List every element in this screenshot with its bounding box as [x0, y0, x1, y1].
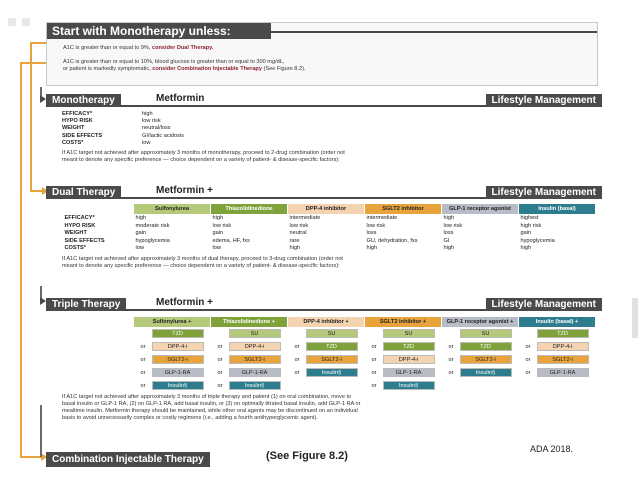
dual-therapy-row — [63, 230, 596, 238]
monotherapy-title: Monotherapy — [46, 94, 121, 107]
triple-therapy-table — [62, 316, 596, 393]
dual-therapy-title: Dual Therapy — [46, 186, 121, 199]
triple-therapy-option-row — [63, 367, 596, 380]
dual-therapy-cell: high — [443, 245, 455, 252]
dual-therapy-cell: edema, HF, fxs — [212, 237, 250, 244]
dual-therapy-cell: loss — [366, 230, 377, 237]
triple-therapy-option-cell — [442, 328, 519, 341]
dual-therapy-cell: intermediate — [289, 215, 321, 221]
triple-therapy-option-cell — [288, 341, 365, 354]
dual-therapy-cell: GI — [443, 237, 450, 244]
triple-therapy-title: Triple Therapy — [46, 298, 126, 311]
therapy-option-pill: SU — [229, 329, 281, 338]
combination-injectable-title: Combination Injectable Therapy — [46, 452, 210, 467]
or-label: or — [140, 357, 146, 364]
or-label: or — [217, 357, 223, 364]
dual-therapy-cell: high — [366, 245, 378, 252]
dual-therapy-row-key: HYPO RISK — [64, 222, 96, 229]
triple-therapy-row-lead — [63, 341, 134, 354]
triple-therapy-option-cell — [288, 328, 365, 341]
triple-therapy-drug: Metformin + — [156, 297, 213, 308]
triple-therapy-row-lead — [63, 328, 134, 341]
therapy-option-pill: SU — [383, 329, 435, 338]
dual-therapy-cell: high — [443, 215, 455, 221]
dual-therapy-cell: GU, dehydration, fxs — [366, 237, 418, 244]
monotherapy-row — [62, 118, 188, 125]
dual-therapy-cell: hypoglycemia — [520, 237, 555, 244]
triple-therapy-section — [46, 298, 598, 422]
start-title: Start with Monotherapy unless: — [47, 23, 271, 39]
dual-therapy-cell: high — [520, 245, 532, 252]
therapy-option-pill: SGLT2-i — [537, 355, 589, 364]
start-head-rule — [271, 31, 597, 33]
flow-line-gray-3 — [40, 405, 42, 457]
dual-therapy-header — [46, 186, 598, 199]
dual-therapy-cell: gain — [212, 230, 224, 237]
therapy-option-pill: Insulin§ — [306, 368, 358, 377]
therapy-option-pill: DPP-4-i — [152, 342, 204, 351]
triple-therapy-option-cell — [211, 380, 288, 393]
dual-therapy-cell: moderate risk — [135, 222, 170, 229]
triple-therapy-option-cell — [134, 380, 211, 393]
dual-therapy-cell: gain — [135, 230, 147, 237]
dual-therapy-col-header: GLP-1 receptor agonist — [442, 204, 519, 215]
monotherapy-attributes — [62, 111, 188, 147]
dual-therapy-cell: gain — [520, 230, 532, 237]
therapy-option-pill: GLP-1-RA — [152, 368, 204, 377]
triple-therapy-option-cell — [211, 341, 288, 354]
dual-therapy-col-header: Sulfonylurea — [134, 204, 211, 215]
flow-line-orange-2 — [20, 62, 22, 457]
dual-therapy-cell: rare — [289, 237, 300, 244]
dual-therapy-row — [63, 238, 596, 246]
dual-therapy-cell: hypoglycemia — [135, 237, 170, 244]
or-label: or — [217, 370, 223, 377]
triple-therapy-option-cell — [365, 367, 442, 380]
dual-therapy-cell: low risk — [212, 222, 232, 229]
dual-therapy-lifestyle: Lifestyle Management — [486, 186, 602, 199]
monotherapy-row — [62, 111, 188, 118]
or-label: or — [294, 357, 300, 364]
start-line-1-text: A1C is greater than or equal to 9%, — [63, 45, 151, 51]
or-label: or — [448, 357, 454, 364]
triple-therapy-note-line-3: mealtime insulin. Metformin therapy should be maintained, while other oral agents may be discontinued on an individual — [62, 407, 358, 414]
dual-therapy-row-key: EFFICACY* — [64, 215, 95, 221]
or-label: or — [371, 370, 377, 377]
dual-therapy-row-key: COSTS* — [64, 245, 86, 252]
therapy-option-pill: TZD — [152, 329, 204, 338]
triple-therapy-option-row — [63, 341, 596, 354]
therapy-option-pill: SGLT2-i — [460, 355, 512, 364]
monotherapy-note-line-2: meant to denote any specific preference — choice dependent on a variety of patient- & disease-specific factors): — [62, 157, 340, 164]
or-label: or — [448, 370, 454, 377]
start-line-2b-emph: consider Combination Injectable Therapy — [152, 66, 262, 72]
therapy-option-pill: TZD — [537, 329, 589, 338]
triple-therapy-note-line-1: If A1C target not achieved after approximately 3 months of triple therapy and patient (1) on oral combination, move to — [62, 393, 352, 400]
monotherapy-row — [62, 140, 188, 147]
dual-therapy-table — [62, 203, 596, 253]
monotherapy-row-value: GI/lactic acidosis — [142, 132, 184, 139]
dual-therapy-cell: low — [135, 245, 144, 252]
dual-therapy-cell: high — [289, 245, 301, 252]
dual-therapy-cell: low — [212, 245, 221, 252]
triple-therapy-option-row — [63, 354, 596, 367]
therapy-option-pill: SGLT2-i — [306, 355, 358, 364]
combination-injectable-section — [46, 449, 348, 467]
or-label: or — [140, 370, 146, 377]
triple-therapy-option-cell — [134, 341, 211, 354]
triple-therapy-col-header: Sulfonylurea + — [134, 317, 211, 328]
triple-therapy-col-header: Insulin (basal) + — [519, 317, 596, 328]
start-line-1-emph: consider Dual Therapy. — [151, 45, 214, 51]
triple-therapy-option-cell — [519, 328, 596, 341]
therapy-option-pill: GLP-1-RA — [537, 368, 589, 377]
or-label: or — [371, 344, 377, 351]
triple-therapy-lifestyle: Lifestyle Management — [486, 298, 602, 311]
triple-therapy-option-cell — [211, 354, 288, 367]
side-tab — [632, 298, 638, 338]
triple-therapy-header — [46, 298, 598, 311]
monotherapy-row-key: HYPO RISK — [62, 118, 93, 125]
dual-therapy-col-header: DPP-4 inhibitor — [288, 204, 365, 215]
triple-therapy-option-cell — [134, 354, 211, 367]
dual-therapy-cell: high — [212, 215, 224, 221]
dual-therapy-header-spacer — [63, 204, 134, 215]
monotherapy-row — [62, 125, 188, 132]
triple-therapy-header-spacer — [63, 317, 134, 328]
triple-therapy-col-header: SGLT2 inhibitor + — [365, 317, 442, 328]
dual-therapy-drug: Metformin + — [156, 185, 213, 196]
monotherapy-row-key: WEIGHT — [62, 125, 85, 132]
triple-therapy-option-cell — [365, 328, 442, 341]
therapy-option-pill: GLP-1-RA — [383, 368, 435, 377]
or-label: or — [525, 357, 531, 364]
dual-therapy-row-key: WEIGHT — [64, 230, 87, 237]
therapy-option-pill: GLP-1-RA — [229, 368, 281, 377]
monotherapy-row-key: COSTS* — [62, 139, 84, 146]
dual-therapy-cell: low risk — [443, 222, 463, 229]
or-label: or — [525, 344, 531, 351]
therapy-option-pill: Insulin§ — [383, 381, 435, 390]
dual-therapy-row — [63, 245, 596, 253]
triple-therapy-note-line-4: basis to avoid unnecessarily complex or costly regimens (i.e., adding a fourth antihyperglycemic agent). — [62, 414, 318, 421]
dual-therapy-note-line-1: If A1C target not achieved after approximately 3 months of dual therapy, proceed to 3-drug combination (order not — [62, 255, 343, 262]
or-label: or — [525, 370, 531, 377]
therapy-option-pill: SU — [460, 329, 512, 338]
start-box — [46, 22, 598, 86]
therapy-option-pill: TZD — [306, 342, 358, 351]
triple-therapy-option-cell — [442, 367, 519, 380]
flow-line-orange-1 — [30, 42, 32, 192]
therapy-option-pill: TZD — [460, 342, 512, 351]
start-line-2a: A1C is greater than or equal to 10%, blood glucose is greater than or equal to 300 mg/dL, — [63, 59, 285, 65]
monotherapy-row-key: SIDE EFFECTS — [62, 132, 103, 139]
dual-therapy-cell: high risk — [520, 222, 542, 229]
monotherapy-row-value: low — [142, 139, 151, 146]
monotherapy-row-value: neutral/loss — [142, 125, 171, 132]
dual-therapy-cell: highest — [520, 215, 539, 221]
triple-therapy-option-row — [63, 380, 596, 393]
dual-therapy-header-row — [63, 204, 596, 215]
therapy-option-pill: Insulin§ — [460, 368, 512, 377]
start-line-2b-tail: (See Figure 8.2). — [263, 66, 306, 72]
dual-therapy-note — [46, 256, 598, 270]
triple-therapy-header-row — [63, 317, 596, 328]
triple-therapy-option-cell — [365, 341, 442, 354]
triple-therapy-option-cell — [134, 367, 211, 380]
monotherapy-note — [46, 150, 598, 164]
monotherapy-header — [46, 94, 598, 107]
or-label: or — [140, 344, 146, 351]
or-label: or — [140, 383, 146, 390]
dual-therapy-col-header: Thiazolidinedione — [211, 204, 288, 215]
monotherapy-section — [46, 94, 598, 164]
triple-therapy-option-cell — [211, 328, 288, 341]
monotherapy-lifestyle: Lifestyle Management — [486, 94, 602, 107]
therapy-option-pill: DPP-4-i — [383, 355, 435, 364]
triple-therapy-col-header: Thiazolidinedione + — [211, 317, 288, 328]
dual-therapy-cell: neutral — [289, 230, 307, 237]
dual-therapy-row — [63, 215, 596, 223]
or-label: or — [294, 344, 300, 351]
start-line-2b — [47, 66, 597, 73]
triple-therapy-option-cell — [365, 380, 442, 393]
triple-therapy-option-cell — [134, 328, 211, 341]
triple-therapy-option-cell — [288, 367, 365, 380]
therapy-option-pill: DPP-4-i — [229, 342, 281, 351]
triple-therapy-col-header: DPP-4 inhibitor + — [288, 317, 365, 328]
dual-therapy-cell: low risk — [366, 222, 386, 229]
dual-therapy-row-key: SIDE EFFECTS — [64, 237, 105, 244]
or-label: or — [448, 344, 454, 351]
dual-therapy-note-line-2: meant to denote any specific preference — choice dependent on a variety of patient- & disease-specific factors): — [62, 262, 340, 269]
monotherapy-row-key: EFFICACY* — [62, 111, 93, 117]
therapy-option-pill: Insulin§ — [152, 381, 204, 390]
monotherapy-row — [62, 133, 188, 140]
or-label: or — [217, 383, 223, 390]
triple-therapy-row-lead — [63, 367, 134, 380]
or-label: or — [371, 357, 377, 364]
monotherapy-row-value: high — [142, 111, 153, 117]
decor-square-2 — [22, 18, 30, 26]
triple-therapy-option-row — [63, 328, 596, 341]
dual-therapy-cell: high — [135, 215, 147, 221]
or-label: or — [294, 370, 300, 377]
monotherapy-note-line-1: If A1C target not achieved after approximately 3 months of monotherapy, proceed to 2-drug combination (order not — [62, 150, 345, 157]
triple-therapy-option-cell — [365, 354, 442, 367]
or-label: or — [371, 383, 377, 390]
therapy-option-pill: SGLT2-i — [152, 355, 204, 364]
dual-therapy-section — [46, 186, 598, 270]
triple-therapy-option-cell — [211, 367, 288, 380]
triple-therapy-col-header: GLP-1 receptor agonist + — [442, 317, 519, 328]
triple-therapy-option-cell — [442, 354, 519, 367]
triple-therapy-option-cell — [442, 380, 519, 393]
triple-therapy-option-cell — [519, 341, 596, 354]
triple-therapy-row-lead — [63, 380, 134, 393]
flow-line-orange-2-top — [20, 62, 48, 64]
monotherapy-row-value: low risk — [142, 118, 161, 125]
dual-therapy-col-header: SGLT2 inhibitor — [365, 204, 442, 215]
therapy-option-pill: SU — [306, 329, 358, 338]
triple-therapy-note-line-2: basal insulin or GLP-1 RA, (2) on GLP-1 RA, add basal insulin, or (3) on optimally titrated basal insulin, add GLP-1 RA or — [62, 400, 361, 407]
start-line-2b-text: or patient is markedly symptomatic, — [63, 66, 151, 72]
triple-therapy-option-cell — [288, 380, 365, 393]
triple-therapy-option-cell — [288, 354, 365, 367]
triple-therapy-note — [46, 394, 598, 422]
dual-therapy-cell: loss — [443, 230, 454, 237]
monotherapy-drug: Metformin — [156, 93, 205, 104]
dual-therapy-row — [63, 223, 596, 231]
triple-therapy-option-cell — [442, 341, 519, 354]
triple-therapy-option-cell — [519, 380, 596, 393]
citation: ADA 2018. — [530, 444, 574, 454]
combination-see-figure: (See Figure 8.2) — [266, 450, 348, 462]
therapy-option-pill: DPP-4-i — [537, 342, 589, 351]
therapy-option-pill: TZD — [383, 342, 435, 351]
dual-therapy-col-header: Insulin (basal) — [519, 204, 596, 215]
dual-therapy-cell: intermediate — [366, 215, 398, 221]
decor-square-1 — [8, 18, 16, 26]
therapy-option-pill: Insulin§ — [229, 381, 281, 390]
start-line-1 — [47, 45, 597, 52]
therapy-option-pill: SGLT2-i — [229, 355, 281, 364]
or-label: or — [217, 344, 223, 351]
triple-therapy-row-lead — [63, 354, 134, 367]
triple-therapy-option-cell — [519, 367, 596, 380]
dual-therapy-cell: low risk — [289, 222, 309, 229]
triple-therapy-option-cell — [519, 354, 596, 367]
